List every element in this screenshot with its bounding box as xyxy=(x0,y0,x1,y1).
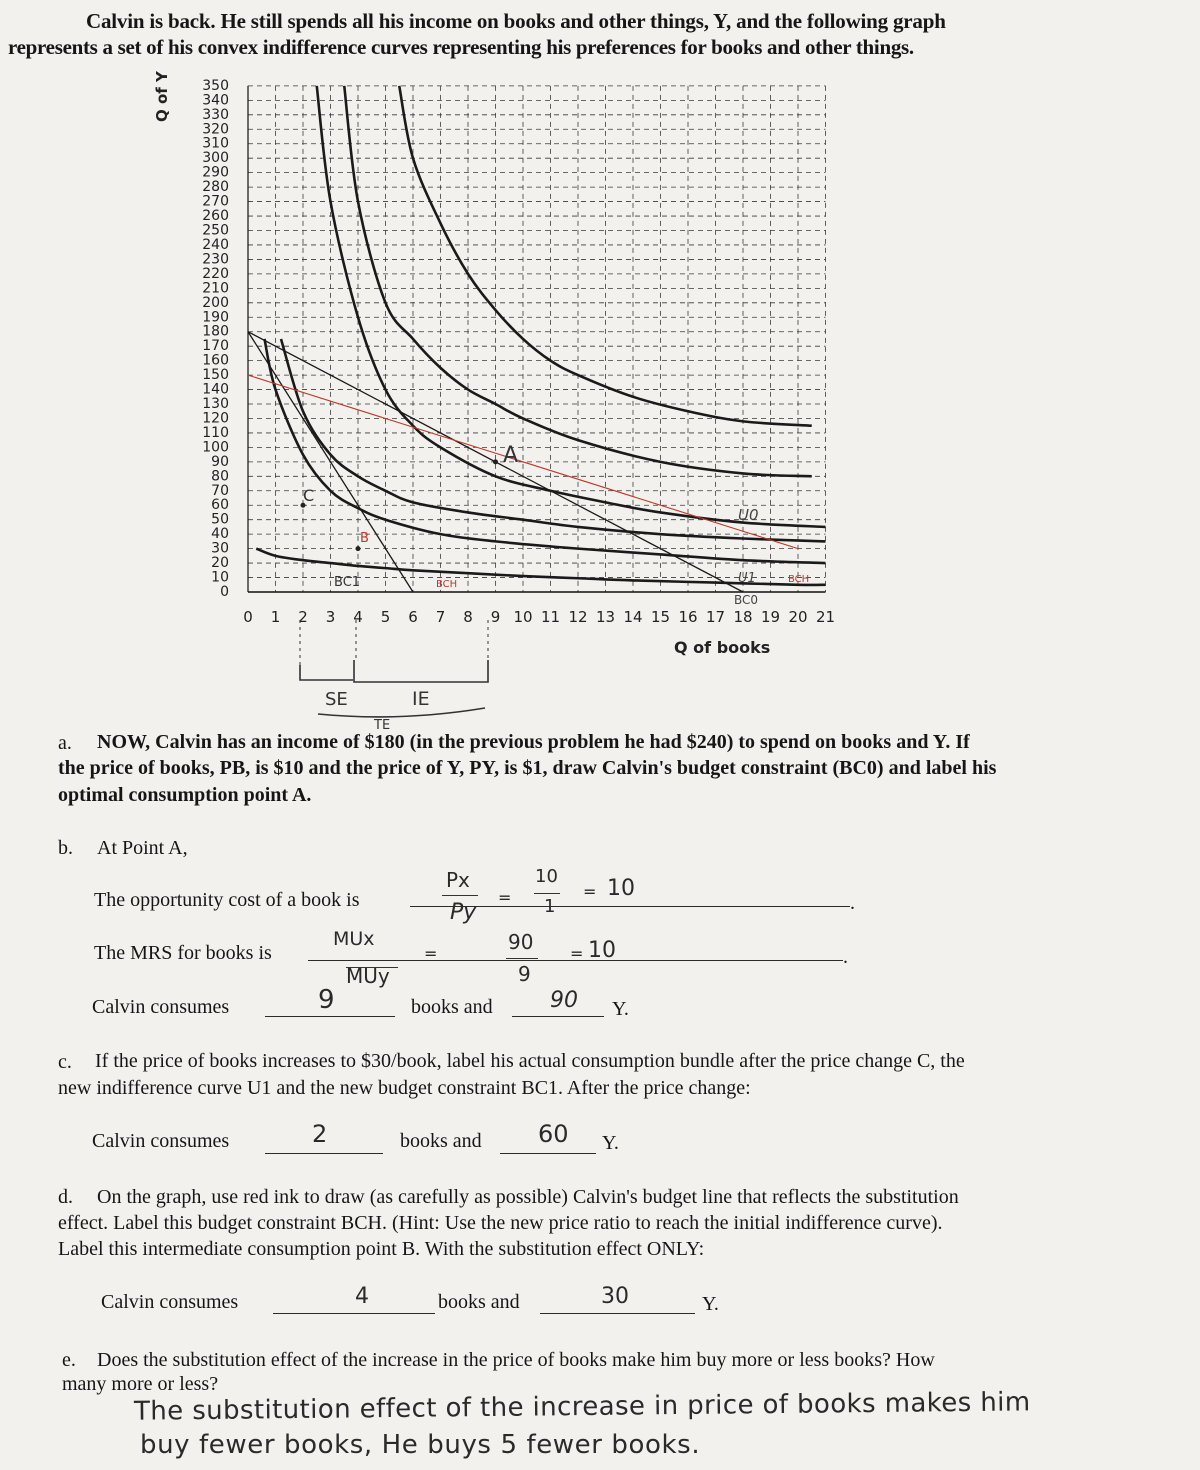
mrs-period: . xyxy=(843,946,848,968)
y-tick-label: 160 xyxy=(202,352,229,369)
mrs-eq1: = xyxy=(424,944,438,963)
budget-line-bc1 xyxy=(248,332,413,592)
u1-label: U1 xyxy=(738,571,756,586)
x-tick-label: 16 xyxy=(678,608,698,626)
x-tick-label: 19 xyxy=(760,608,781,626)
x-tick-label: 5 xyxy=(380,608,391,626)
x-tick-label: 1 xyxy=(270,608,281,626)
part-d-y-suffix: Y. xyxy=(702,1293,719,1315)
x-tick-label: 18 xyxy=(733,608,753,626)
x-tick-label: 10 xyxy=(513,608,533,626)
x-tick-label: 11 xyxy=(540,608,561,626)
point-a-marker xyxy=(493,459,498,464)
y-tick-label: 280 xyxy=(202,179,229,196)
y-tick-label: 290 xyxy=(202,164,229,181)
y-tick-label: 200 xyxy=(202,294,229,311)
part-d-line-2: effect. Label this budget constraint BCH. (Hint: Use the new price ratio to reach the initial indifference curve). xyxy=(58,1212,943,1234)
opp-cost-eq2: = xyxy=(583,882,597,901)
bc0-label: BC0 xyxy=(734,593,759,607)
point-c-label: C xyxy=(303,486,315,505)
part-d-line-1: On the graph, use red ink to draw (as carefully as possible) Calvin's budget line that reflects the substitution xyxy=(97,1186,959,1208)
y-axis-label: Q of Y xyxy=(153,71,171,122)
mrs-den2: 9 xyxy=(518,962,531,986)
x-tick-label: 20 xyxy=(788,608,808,626)
x-tick-label: 0 xyxy=(243,608,253,626)
y-tick-label: 30 xyxy=(211,540,229,557)
part-d-books-and: books and xyxy=(438,1291,520,1313)
opp-cost-num2: 10 xyxy=(535,866,558,887)
part-b-books-blank[interactable] xyxy=(265,1016,395,1017)
part-c-books-blank[interactable] xyxy=(265,1153,383,1154)
part-b-books-and: books and xyxy=(411,996,493,1018)
part-e-line-2: many more or less? xyxy=(62,1373,219,1395)
x-tick-label: 14 xyxy=(623,608,643,626)
y-tick-label: 260 xyxy=(202,208,229,225)
y-tick-label: 20 xyxy=(211,555,229,572)
y-tick-label: 310 xyxy=(202,135,229,152)
x-tick-label: 15 xyxy=(650,608,671,626)
mrs-den: MUy xyxy=(346,964,390,988)
opp-cost-fraction-bar xyxy=(442,895,478,896)
part-c-line-1: If the price of books increases to $30/book, label his actual consumption bundle after the price change C, the xyxy=(95,1050,965,1072)
mrs-eq2: = xyxy=(570,944,584,963)
part-b-consumes-prompt: Calvin consumes xyxy=(92,996,230,1018)
point-b-label: B xyxy=(360,531,369,546)
part-c-books-and: books and xyxy=(400,1130,482,1152)
opp-cost-num: Px xyxy=(446,868,470,892)
bch-corner-label: BCH xyxy=(788,574,810,585)
part-a-label: a. xyxy=(58,732,72,754)
y-tick-label: 350 xyxy=(202,77,229,94)
intro-line-2: represents a set of his convex indifference curves representing his preferences for books and other things. xyxy=(8,35,914,59)
u0-label: U0 xyxy=(738,506,759,524)
part-c-y-blank[interactable] xyxy=(500,1153,596,1154)
bch-label: BCH xyxy=(436,579,458,590)
part-e-answer-line-1: The substitution effect of the increase in price of books makes him xyxy=(133,1387,1031,1427)
y-tick-label: 320 xyxy=(202,121,229,138)
part-b-books-value: 9 xyxy=(318,985,335,1015)
indifference-curve xyxy=(265,339,826,563)
part-c-y-value: 60 xyxy=(538,1120,569,1148)
y-tick-label: 300 xyxy=(202,150,229,167)
y-tick-label: 250 xyxy=(202,222,229,239)
y-tick-label: 110 xyxy=(202,424,229,441)
y-tick-label: 140 xyxy=(202,381,229,398)
part-d-label: d. xyxy=(58,1186,73,1208)
y-tick-label: 240 xyxy=(202,236,229,253)
mrs-num2: 90 xyxy=(508,930,534,954)
part-c-consumes-prompt: Calvin consumes xyxy=(92,1130,230,1152)
part-e-label: e. xyxy=(62,1349,76,1371)
y-tick-label: 190 xyxy=(202,309,229,326)
intro-line-1: Calvin is back. He still spends all his income on books and other things, Y, and the following graph xyxy=(86,9,946,33)
x-tick-label: 12 xyxy=(568,608,588,626)
y-tick-label: 210 xyxy=(202,280,229,297)
opp-cost-result: 10 xyxy=(607,876,635,901)
point-b-marker xyxy=(356,546,361,551)
part-b-y-value: 90 xyxy=(550,988,578,1013)
part-d-y-value: 30 xyxy=(601,1284,629,1309)
point-a-label: A xyxy=(503,443,519,468)
x-tick-label: 13 xyxy=(595,608,616,626)
part-d-y-blank[interactable] xyxy=(540,1313,695,1314)
part-a-line-1: NOW, Calvin has an income of $180 (in the previous problem he had $240) to spend on books and Y. If xyxy=(97,731,970,753)
x-tick-label: 21 xyxy=(815,608,836,626)
opp-cost-prompt: The opportunity cost of a book is xyxy=(94,889,360,911)
opp-cost-den: Py xyxy=(450,900,477,925)
part-b-label: b. xyxy=(58,837,73,859)
y-tick-label: 100 xyxy=(202,439,229,456)
x-tick-label: 8 xyxy=(463,608,473,626)
part-e-line-1: Does the substitution effect of the increase in the price of books make him buy more or less books? How xyxy=(97,1349,935,1371)
x-tick-label: 17 xyxy=(705,608,726,626)
y-tick-label: 180 xyxy=(202,323,229,340)
mrs-result: 10 xyxy=(588,938,616,963)
indifference-curve xyxy=(317,86,826,527)
part-a-line-3: optimal consumption point A. xyxy=(58,784,312,806)
mrs-num: MUx xyxy=(333,928,375,950)
part-c-label: c. xyxy=(58,1051,72,1073)
y-tick-label: 60 xyxy=(211,497,229,514)
x-tick-label: 6 xyxy=(408,608,418,626)
part-b-y-blank[interactable] xyxy=(512,1016,604,1017)
part-d-line-3: Label this intermediate consumption point B. With the substitution effect ONLY: xyxy=(58,1238,705,1260)
x-tick-label: 4 xyxy=(353,608,363,626)
y-tick-label: 130 xyxy=(202,396,229,413)
opp-cost-eq1: = xyxy=(498,888,512,907)
y-tick-label: 120 xyxy=(202,410,229,427)
y-tick-label: 10 xyxy=(211,569,229,586)
part-c-line-2: new indifference curve U1 and the new budget constraint BC1. After the price change: xyxy=(58,1077,751,1099)
part-d-consumes-prompt: Calvin consumes xyxy=(101,1291,239,1313)
x-tick-label: 9 xyxy=(490,608,501,626)
ie-label: IE xyxy=(412,688,430,710)
bc1-label: BC1 xyxy=(334,575,361,590)
part-d-books-value: 4 xyxy=(355,1284,369,1309)
y-tick-label: 150 xyxy=(202,367,229,384)
y-tick-label: 340 xyxy=(202,92,229,109)
part-b-heading: At Point A, xyxy=(97,837,188,859)
opp-cost-fraction-bar-2 xyxy=(534,893,560,894)
y-tick-label: 0 xyxy=(220,584,229,600)
y-tick-label: 40 xyxy=(211,526,229,543)
part-c-y-suffix: Y. xyxy=(602,1132,619,1154)
indifference-curve-graph xyxy=(0,0,1200,733)
part-d-books-blank[interactable] xyxy=(273,1313,435,1314)
x-tick-label: 3 xyxy=(325,608,336,626)
y-tick-label: 80 xyxy=(211,468,229,485)
opp-cost-den2: 1 xyxy=(544,896,556,917)
y-tick-label: 170 xyxy=(202,338,229,355)
opp-cost-period: . xyxy=(850,892,855,914)
y-tick-label: 270 xyxy=(202,193,229,210)
part-e-answer-line-2: buy fewer books, He buys 5 fewer books. xyxy=(140,1430,701,1460)
x-axis-label: Q of books xyxy=(674,638,771,657)
te-label: TE xyxy=(374,718,391,733)
y-tick-label: 330 xyxy=(202,106,229,123)
mrs-prompt: The MRS for books is xyxy=(94,942,272,964)
part-b-y-suffix: Y. xyxy=(612,998,629,1020)
y-tick-label: 90 xyxy=(211,453,229,470)
mrs-fraction-bar-2 xyxy=(506,958,538,959)
x-tick-label: 2 xyxy=(298,608,308,626)
y-tick-label: 220 xyxy=(202,265,229,282)
y-tick-label: 230 xyxy=(202,251,229,268)
part-c-books-value: 2 xyxy=(312,1120,328,1148)
x-tick-label: 7 xyxy=(435,608,446,626)
y-tick-label: 70 xyxy=(211,482,229,499)
se-label: SE xyxy=(325,689,348,710)
y-tick-label: 50 xyxy=(211,511,229,528)
part-a-line-2: the price of books, PB, is $10 and the price of Y, PY, is $1, draw Calvin's budget constraint (BC0) and label his xyxy=(58,757,997,779)
